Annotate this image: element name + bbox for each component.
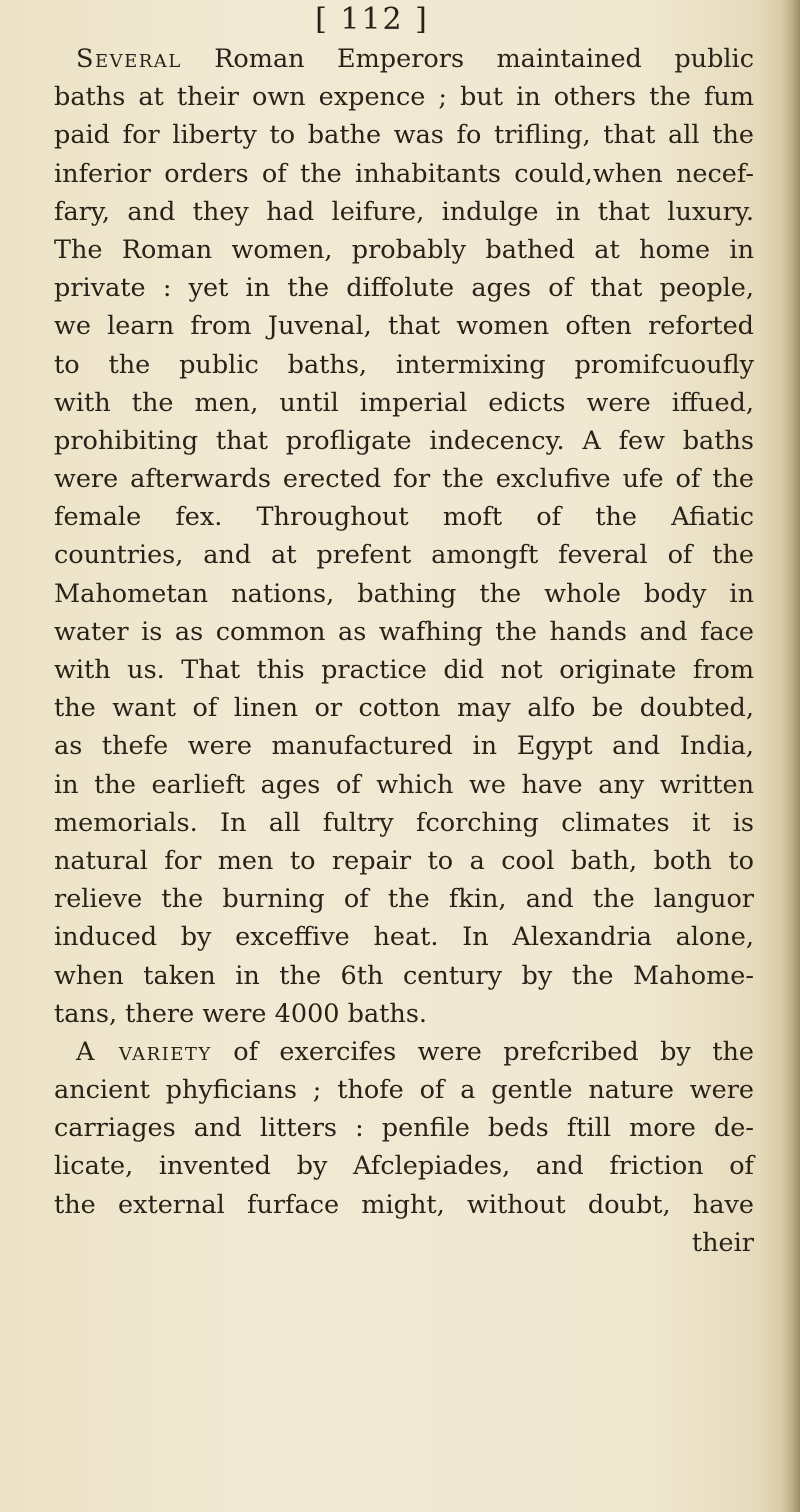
text-line: carriages and litters : penfile beds ftill more de- bbox=[54, 1113, 754, 1144]
text-line: water is as common as wafhing the hands and face bbox=[54, 616, 754, 647]
text-line: fary, and they had leifure, indulge in that luxury. bbox=[54, 196, 754, 227]
text-line: baths at their own expence ; but in others the fum bbox=[54, 82, 754, 113]
paragraph-1 bbox=[54, 40, 754, 1033]
text-line: prohibiting that profligate indecency. A few baths bbox=[54, 425, 754, 456]
small-caps-lead: A variety bbox=[76, 1036, 212, 1067]
text-line bbox=[54, 40, 754, 78]
text-line: with us. That this practice did not originate from bbox=[54, 655, 754, 685]
page-number: [ 112 ] bbox=[315, 2, 429, 37]
page-edge-shadow bbox=[782, 0, 800, 1512]
text-line: we learn from Juvenal, that women often reforted bbox=[54, 311, 754, 342]
text-line: the want of linen or cotton may alfo be doubted, bbox=[54, 693, 754, 724]
text-line: with the men, until imperial edicts were iffued, bbox=[54, 387, 754, 418]
text-line: paid for liberty to bathe was fo trifling, that all the bbox=[54, 120, 754, 151]
text-line: countries, and at prefent amongft feveral of the bbox=[54, 540, 754, 571]
text-line: to the public baths, intermixing promifcuoufly bbox=[54, 349, 754, 380]
line-rest: Roman Emperors maintained public bbox=[181, 44, 754, 74]
text-line: female fex. Throughout moft of the Afiatic bbox=[54, 502, 754, 533]
text-line: natural for men to repair to a cool bath, both to bbox=[54, 845, 754, 876]
text-line: induced by exceffive heat. In Alexandria alone, bbox=[54, 922, 754, 953]
text-line: inferior orders of the inhabitants could,when necef- bbox=[54, 158, 754, 189]
text-line: the external furface might, without doubt, have bbox=[54, 1189, 754, 1220]
text-line: licate, invented by Afclepiades, and friction of bbox=[54, 1151, 754, 1182]
text-line bbox=[54, 1033, 754, 1071]
text-line: tans, there were 4000 baths. bbox=[54, 998, 428, 1029]
text-line: The Roman women, probably bathed at home in bbox=[54, 234, 754, 265]
body-text bbox=[54, 40, 754, 1262]
text-line: as thefe were manufactured in Egypt and India, bbox=[54, 731, 754, 762]
text-line: were afterwards erected for the exclufive ufe of the bbox=[54, 464, 754, 495]
line-rest: of exercifes were prefcribed by the bbox=[211, 1036, 754, 1067]
catchword: their bbox=[691, 1227, 754, 1258]
paragraph-2 bbox=[54, 1033, 754, 1224]
small-caps-lead: Several bbox=[76, 44, 182, 74]
text-line: Mahometan nations, bathing the whole body in bbox=[54, 578, 754, 609]
text-line: when taken in the 6th century by the Mahome- bbox=[54, 960, 754, 991]
text-line: relieve the burning of the fkin, and the languor bbox=[54, 884, 754, 915]
text-line: in the earlieft ages of which we have any written bbox=[54, 769, 754, 800]
text-line: memorials. In all fultry fcorching climates it is bbox=[54, 807, 754, 838]
text-line: ancient phyficians ; thofe of a gentle nature were bbox=[54, 1075, 754, 1106]
text-line: private : yet in the diffolute ages of that people, bbox=[54, 273, 754, 304]
